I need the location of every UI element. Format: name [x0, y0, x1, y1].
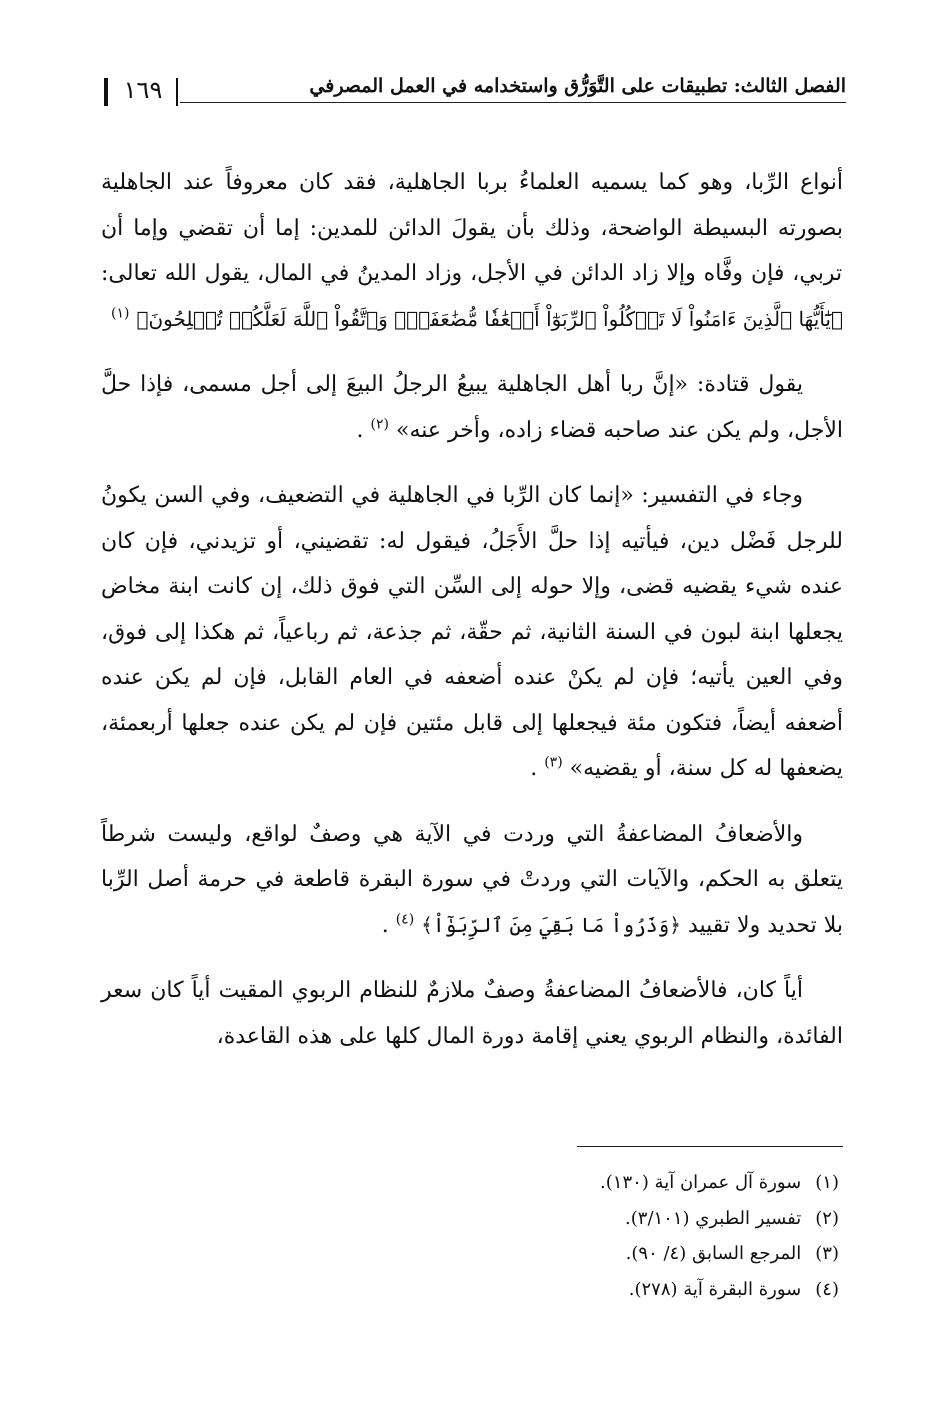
footnote-number: (٣) — [815, 1243, 839, 1264]
paragraph-end: . — [356, 417, 364, 443]
footnote-number: (١) — [815, 1172, 839, 1193]
footnote-4 — [139, 1272, 839, 1308]
paragraph-end: . — [530, 756, 538, 781]
paragraph-text: والأضعافُ المضاعفةُ التي وردت في الآية هي وصفٌ لواقع، وليست شرطاً يتعلق به الحكم، والآيات التي وردتْ في سورة البقرة قاطعة في حرمة أصل الرِّبا بلا تحديد ولا تقييد — [101, 821, 843, 938]
footnote-3 — [139, 1236, 839, 1272]
paragraph-text: أنواع الرِّبا، وهو كما يسميه العلماءُ بربا الجاهلية، فقد كان معروفاً عند الجاهلية بصورته البسيطة الواضحة، وذلك بأن يقولَ الدائن للمدين: إما أن تقضي وإما أن تربي، فإن وفَّاه وإلا زاد الدائن في الأجل، وزاد المدينُ في المال، يقول الله تعالى: — [101, 170, 843, 286]
paragraph-4 — [101, 812, 843, 949]
paragraph-text: وجاء في التفسير: «إنما كان الرِّبا في الجاهلية في التضعيف، وفي السن يكونُ للرجل فَضْل دين، فيأتيه إذا حلَّ الأَجَلُ، فيقول له: تقضيني، أو تزيدني، فإن كان عنده شيء يقضيه قضى، وإلا حوله إلى السِّن التي فوق ذلك، إن كانت ابنة مخاض يجعلها ابنة لبون في السنة الثانية، ثم حقّة، ثم جذعة، ثم رباعياً، ثم هكذا إلى فوق، وفي العين يأتيه؛ فإن لم يكنْ عنده أضعفه في العام القابل، فإن لم يكن عنده أضعفه أيضاً، فتكون مئة فيجعلها إلى قابل مئتين فإن لم يكن عنده جعلها أربعمئة، يضعفها له كل سنة، أو يقضيه» — [101, 483, 843, 781]
header-rule — [180, 102, 846, 103]
footnote-ref-1[interactable]: (١) — [111, 305, 130, 322]
page-number-bar — [104, 78, 108, 106]
footnote-ref-3[interactable]: (٣) — [544, 754, 563, 771]
paragraph-text: يقول قتادة: «إنَّ ربا أهل الجاهلية يبيعُ الرجلُ البيعَ إلى أجل مسمى، فإذا حلَّ الأجل، ولم يكن عند صاحبه قضاء زاده، وأخر عنه» — [101, 372, 843, 443]
footnote-number: (٢) — [815, 1207, 839, 1229]
paragraph-5 — [101, 968, 843, 1059]
footnote-text: سورة آل عمران آية (١٣٠). — [600, 1172, 802, 1193]
paragraph-text: أياً كان، فالأضعافُ المضاعفةُ وصفٌ ملازمٌ للنظام الربوي المقيت أياً كان سعر الفائدة، والنظام الربوي يعني إقامة دورة المال كلها على هذه القاعدة، — [101, 978, 843, 1049]
footnote-text: تفسير الطبري (٣/١٠١). — [625, 1207, 802, 1229]
footnotes-list — [139, 1165, 839, 1307]
footnote-text: سورة البقرة آية (٢٧٨). — [628, 1278, 802, 1300]
paragraph-end: . — [381, 912, 389, 938]
page-number: ١٦٩ — [123, 76, 163, 104]
paragraph-3 — [101, 473, 843, 792]
running-header — [96, 72, 846, 112]
body-text — [101, 160, 843, 1079]
footnote-separator — [577, 1146, 843, 1147]
footnote-number: (٤) — [815, 1278, 839, 1300]
footnote-1 — [139, 1165, 839, 1201]
footnote-text: المرجع السابق (٤/ ٩٠). — [625, 1243, 802, 1264]
page-number-divider — [176, 78, 178, 106]
chapter-title: الفصل الثالث: تطبيقات على التَّوَرُّق واستخدامه في العمل المصرفي — [309, 75, 846, 97]
paragraph-1 — [101, 160, 843, 342]
footnote-2 — [139, 1201, 839, 1237]
footnote-ref-4[interactable]: (٤) — [395, 911, 415, 928]
footnote-ref-2[interactable]: (٢) — [370, 416, 390, 433]
quran-verse: ﴿يَٰٓأَيُّهَا ٱلَّذِينَ ءَامَنُواْ لَا تَأۡكُلُواْ ٱلرِّبَوٰٓاْ أَضۡعَٰفٗا مُّضَٰعَفَةٗۖ وَٱتَّقُواْ ٱللَّهَ لَعَلَّكُمۡ تُفۡلِحُونَ﴾ — [136, 306, 843, 331]
paragraph-2 — [101, 362, 843, 453]
quran-verse: ﴿وَذَرُواْ مَا بَقِيَ مِنَ ٱلرِّبَوٰٓاْ﴾ — [421, 912, 681, 937]
